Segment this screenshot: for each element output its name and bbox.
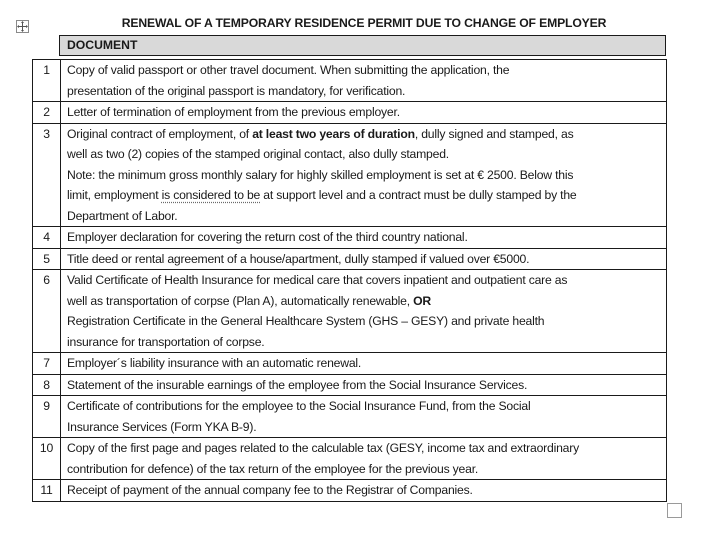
row-description[interactable] xyxy=(61,480,667,502)
table-row xyxy=(33,227,667,249)
row-number: 10 xyxy=(33,438,61,480)
row-number: 3 xyxy=(33,123,61,227)
table-row xyxy=(33,123,667,227)
table-row xyxy=(33,480,667,502)
text-line: Registration Certificate in the General Healthcare System (GHS – GESY) and private health xyxy=(67,314,545,328)
text-line xyxy=(67,185,662,206)
table-row xyxy=(33,270,667,353)
bold-duration-text: at least two years of duration xyxy=(252,126,415,141)
text-line: Valid Certificate of Health Insurance for medical care that covers inpatient and outpatient care as xyxy=(67,273,568,287)
text-line: contribution for defence) of the tax return of the employee for the previous year. xyxy=(67,461,479,476)
text-line: Statement of the insurable earnings of the employee from the Social Insurance Services. xyxy=(67,377,528,392)
row-description[interactable] xyxy=(61,60,667,102)
row-number: 5 xyxy=(33,248,61,270)
row-description[interactable] xyxy=(61,438,667,480)
column-header-document: DOCUMENT xyxy=(59,35,666,56)
row-number: 4 xyxy=(33,227,61,249)
text-line xyxy=(67,291,662,312)
row-description[interactable] xyxy=(61,353,667,375)
text-run: at support level and a contract must be dully stamped by the xyxy=(260,188,577,202)
text-line: Letter of termination of employment from the previous employer. xyxy=(67,105,400,119)
text-line: Insurance Services (Form YKA B-9). xyxy=(67,419,257,434)
bold-or-text: OR xyxy=(413,293,431,308)
row-number: 1 xyxy=(33,60,61,102)
table-row xyxy=(33,396,667,438)
row-description[interactable] xyxy=(61,227,667,249)
text-line: Department of Labor. xyxy=(67,208,178,223)
row-description[interactable] xyxy=(61,102,667,124)
text-line: Employer declaration for covering the return cost of the third country national. xyxy=(67,230,468,244)
documents-table xyxy=(32,59,667,502)
row-description[interactable] xyxy=(61,374,667,396)
table-row xyxy=(33,353,667,375)
text-line: Title deed or rental agreement of a house/apartment, dully stamped if valued over €5000. xyxy=(67,251,530,266)
table-row xyxy=(33,102,667,124)
row-description[interactable] xyxy=(61,123,667,227)
text-line: Receipt of payment of the annual company fee to the Registrar of Companies. xyxy=(67,483,473,497)
text-line: Employer´s liability insurance with an automatic renewal. xyxy=(67,356,362,370)
row-number: 11 xyxy=(33,480,61,502)
row-description[interactable] xyxy=(61,248,667,270)
table-resize-icon[interactable] xyxy=(667,503,682,518)
table-row xyxy=(33,60,667,102)
text-line: insurance for transportation of corpse. xyxy=(67,334,265,349)
text-run: limit, employment xyxy=(67,188,162,202)
row-number: 8 xyxy=(33,374,61,396)
table-move-icon[interactable] xyxy=(16,20,29,33)
row-number: 2 xyxy=(33,102,61,124)
table-row xyxy=(33,374,667,396)
text-line: Certificate of contributions for the employee to the Social Insurance Fund, from the Social xyxy=(67,399,531,413)
row-number: 9 xyxy=(33,396,61,438)
text-line xyxy=(67,124,662,145)
text-run: well as transportation of corpse (Plan A), automatically renewable, xyxy=(67,293,414,308)
grammar-flagged-text[interactable]: is considered to be xyxy=(161,188,261,202)
text-run: , dully signed and stamped, as xyxy=(414,126,574,141)
text-run: Original contract of employment, of xyxy=(67,126,253,141)
table-row xyxy=(33,438,667,480)
text-line: Copy of valid passport or other travel document. When submitting the application, the xyxy=(67,63,510,77)
row-number: 7 xyxy=(33,353,61,375)
row-number: 6 xyxy=(33,270,61,353)
table-row xyxy=(33,248,667,270)
text-line: presentation of the original passport is mandatory, for verification. xyxy=(67,83,406,98)
text-line: Note: the minimum gross monthly salary for highly skilled employment is set at € 2500. Below this xyxy=(67,167,574,182)
text-line: Copy of the first page and pages related to the calculable tax (GESY, income tax and extraordinary xyxy=(67,441,579,455)
row-description[interactable] xyxy=(61,396,667,438)
document-title: RENEWAL OF A TEMPORARY RESIDENCE PERMIT DUE TO CHANGE OF EMPLOYER xyxy=(121,16,607,30)
row-description[interactable] xyxy=(61,270,667,353)
text-line: well as two (2) copies of the stamped original contact, also dully stamped. xyxy=(67,147,449,161)
